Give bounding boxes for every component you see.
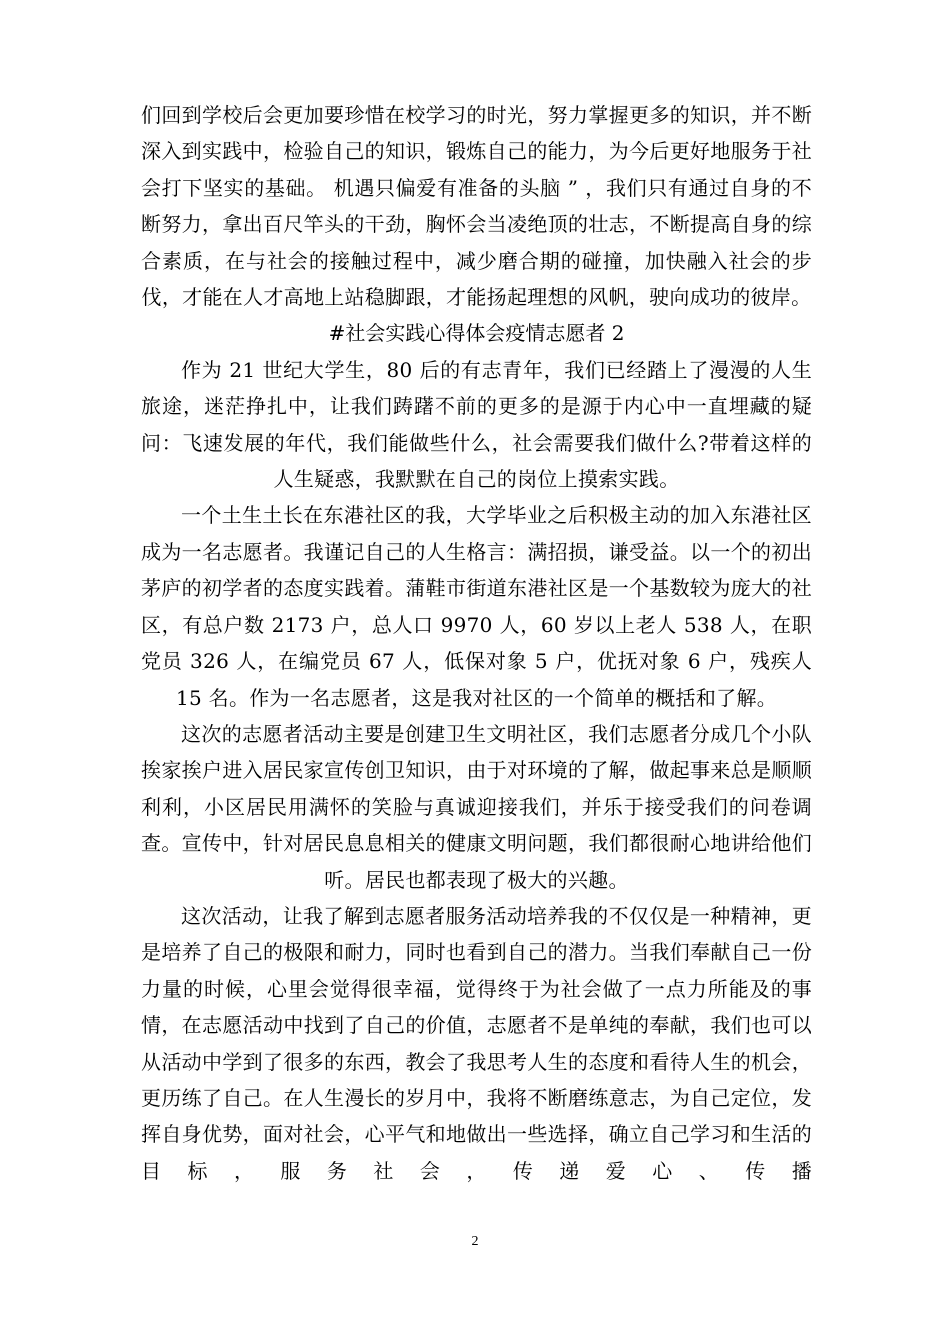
paragraph-intro: 作为 21 世纪大学生，80 后的有志青年，我们已经踏上了漫漫的人生旅途，迷茫挣扎中，让我们踌躇不前的更多的是源于内心中一直埋藏的疑问：飞速发展的年代，我们能做些什么，社会需要我们做什么?带着这样的人生疑惑，我默默在自己的岗位上摸索实践。	[141, 357, 812, 492]
paragraph-continuation: 们回到学校后会更加要珍惜在校学习的时光，努力掌握更多的知识，并不断深入到实践中，检验自己的知识，锻炼自己的能力，为今后更好地服务于社会打下坚实的基础。 机遇只偏爱有准备的头脑 ” ，我们只有通过自身的不断努力，拿出百尺竿头的干劲，胸怀会当凌绝顶的壮志，不断提高自身的综合素质，在与社会的接触过程中，减少磨合期的碰撞，加快融入社会的步伐，才能在人才高地上站稳脚跟，才能扬起理想的风帆，驶向成功的彼岸。	[141, 103, 812, 310]
paragraph-community: 一个土生土长在东港社区的我，大学毕业之后积极主动的加入东港社区成为一名志愿者。我谨记自己的人生格言：满招损，谦受益。以一个的初出茅庐的初学者的态度实践着。蒲鞋市街道东港社区是一个基数较为庞大的社区，有总户数 2173 户，总人口 9970 人，60 岁以上老人 538 人，在职党员 326 人，在编党员 67 人，低保对象 5 户，优抚对象 6 户，残疾人 15 名。作为一名志愿者，这是我对社区的一个简单的概括和了解。	[141, 503, 812, 710]
paragraph-activity: 这次的志愿者活动主要是创建卫生文明社区，我们志愿者分成几个小队挨家挨户进入居民家宣传创卫知识，由于对环境的了解，做起事来总是顺顺利利，小区居民用满怀的笑脸与真诚迎接我们，并乐于接受我们的问卷调查。宣传中，针对居民息息相关的健康文明问题，我们都很耐心地讲给他们听。居民也都表现了极大的兴趣。	[141, 721, 812, 892]
page-number: 2	[471, 1234, 479, 1249]
section-heading: #社会实践心得体会疫情志愿者 2	[328, 321, 625, 346]
document-page	[141, 97, 812, 1189]
paragraph-reflection: 这次活动，让我了解到志愿者服务活动培养我的不仅仅是一种精神，更是培养了自己的极限和耐力，同时也看到自己的潜力。当我们奉献自己一份力量的时候，心里会觉得很幸福，觉得终于为社会做了一点力所能及的事情，在志愿活动中找到了自己的价值，志愿者不是单纯的奉献，我们也可以从活动中学到了很多的东西，教会了我思考人生的态度和看待人生的机会，更历练了自己。在人生漫长的岁月中，我将不断磨练意志，为自己定位，发挥自身优势，面对社会，心平气和地做出一些选择，确立自己学习和生活的目标，服务社会，传递爱心、传播	[141, 903, 812, 1183]
